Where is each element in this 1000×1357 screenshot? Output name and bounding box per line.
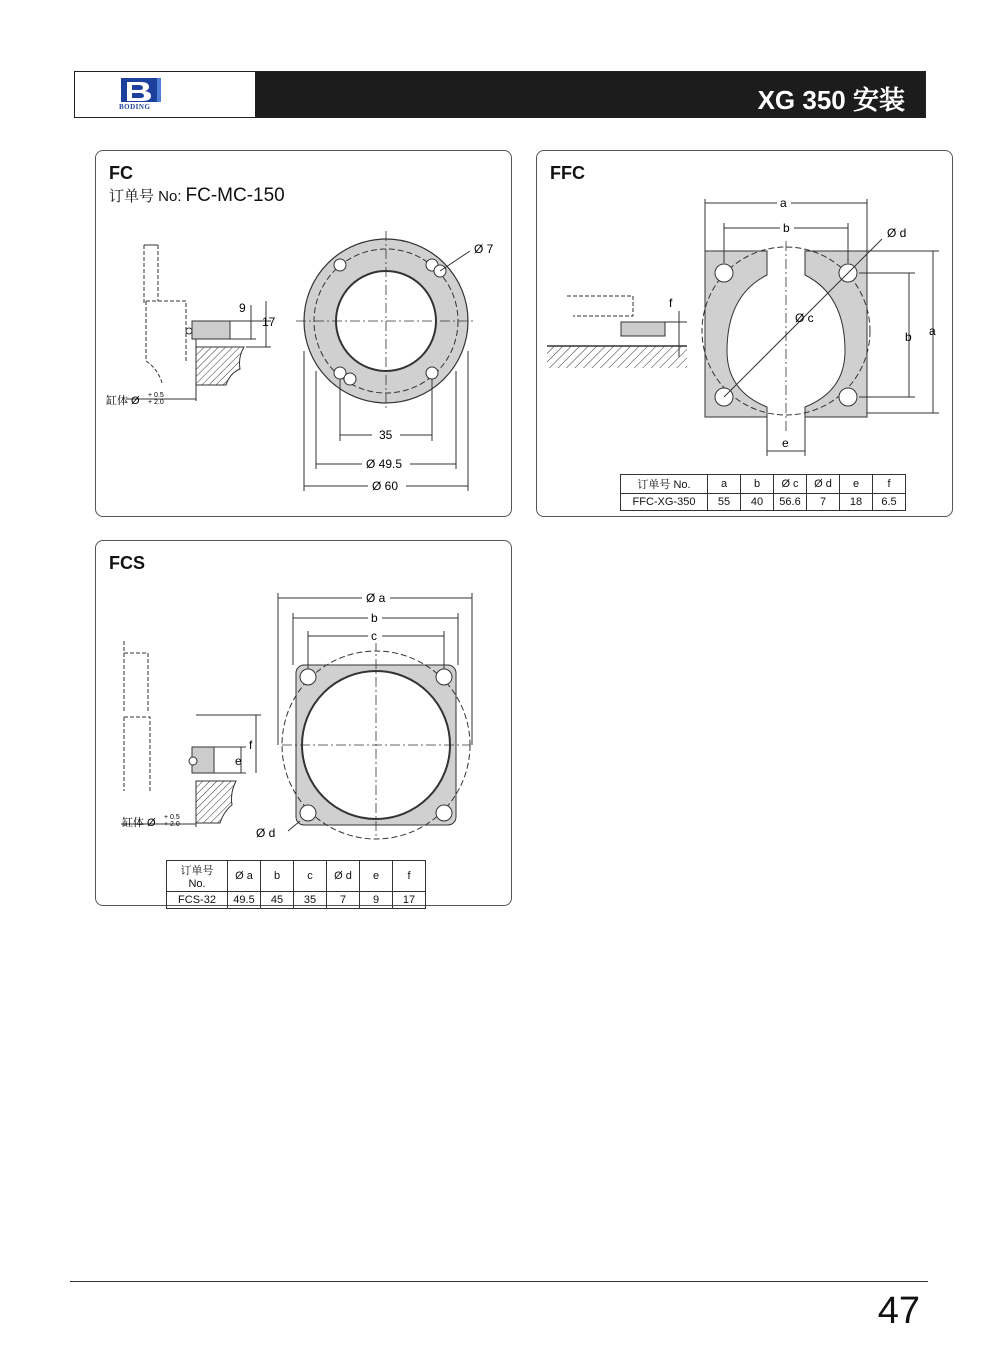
fcs-drawing — [96, 541, 510, 904]
ffc-front-view — [702, 239, 882, 431]
fc-side-view — [126, 245, 271, 401]
table-header-cell: e — [360, 861, 393, 892]
table-cell: 18 — [840, 494, 873, 511]
table-header-cell: a — [708, 475, 741, 494]
table-cell: FCS-32 — [167, 892, 228, 909]
ffc-dim-b-side: b — [905, 330, 912, 344]
table-row — [167, 892, 426, 909]
table-header-cell: b — [741, 475, 774, 494]
fc-bore-label: 缸体 Ø — [106, 395, 140, 407]
fc-dim-9: 9 — [239, 301, 246, 315]
table-cell: 7 — [807, 494, 840, 511]
fcs-spec-table — [166, 860, 426, 909]
fc-title: FC — [109, 163, 133, 183]
logo — [75, 72, 256, 117]
ffc-side-view — [547, 296, 687, 368]
footer-rule — [70, 1281, 928, 1282]
table-header-row — [167, 861, 426, 892]
fc-dim-35: 35 — [379, 428, 393, 442]
fcs-dim-e: e — [235, 754, 242, 768]
ffc-dim-a-top: a — [780, 196, 787, 210]
table-header-cell: f — [393, 861, 426, 892]
fc-tol-up: + 0.5 — [148, 392, 164, 399]
table-header-cell: b — [261, 861, 294, 892]
table-cell: 7 — [327, 892, 360, 909]
fcs-front-view — [282, 641, 470, 839]
table-cell: 35 — [294, 892, 327, 909]
fc-order-label: 订单号 No: — [109, 188, 182, 205]
fc-dim-495: Ø 49.5 — [366, 457, 403, 471]
fc-dim-17: 17 — [262, 315, 276, 329]
fc-dim-60: Ø 60 — [372, 479, 399, 493]
logo-text: BODING — [119, 103, 151, 111]
title-bar — [255, 72, 925, 117]
table-cell: 56.6 — [774, 494, 807, 511]
fcs-dim-c: c — [371, 629, 377, 643]
table-cell: 40 — [741, 494, 774, 511]
fcs-tol-up: + 0.5 — [164, 814, 180, 821]
table-cell: 45 — [261, 892, 294, 909]
table-cell: 49.5 — [228, 892, 261, 909]
table-header-cell: Ø a — [228, 861, 261, 892]
fc-drawing — [96, 151, 510, 515]
ffc-dim-b-top: b — [783, 221, 790, 235]
table-header-cell: e — [840, 475, 873, 494]
table-row — [621, 494, 906, 511]
fc-front-view — [296, 231, 476, 411]
table-header-cell: f — [873, 475, 906, 494]
ffc-dim-f: f — [669, 296, 673, 310]
fc-panel — [95, 150, 512, 517]
fcs-dim-a: Ø a — [366, 591, 386, 605]
fcs-dim-d: Ø d — [256, 826, 276, 840]
table-header-cell: Ø d — [327, 861, 360, 892]
ffc-dim-a-side: a — [929, 324, 936, 338]
table-header-cell: Ø c — [774, 475, 807, 494]
fcs-dim-f: f — [249, 738, 253, 752]
ffc-drawing — [537, 151, 951, 515]
ffc-title: FFC — [550, 163, 585, 183]
fc-tol-low: + 2.0 — [148, 399, 164, 406]
page-header — [74, 71, 926, 118]
table-header-row — [621, 475, 906, 494]
fcs-panel — [95, 540, 512, 906]
table-cell: 17 — [393, 892, 426, 909]
ffc-dim-d: Ø d — [887, 226, 907, 240]
table-header-cell: 订单号 No. — [167, 861, 228, 892]
table-cell: 6.5 — [873, 494, 906, 511]
table-header-cell: Ø d — [807, 475, 840, 494]
table-header-cell: c — [294, 861, 327, 892]
fc-order-value: FC-MC-150 — [185, 185, 285, 206]
table-cell: 55 — [708, 494, 741, 511]
table-cell: 9 — [360, 892, 393, 909]
fcs-title: FCS — [109, 553, 145, 573]
fcs-bore-label: 缸体 Ø — [122, 817, 156, 829]
ffc-dim-e: e — [782, 436, 789, 450]
ffc-dim-c: Ø c — [795, 311, 814, 325]
table-header-cell: 订单号 No. — [621, 475, 708, 494]
fcs-side-view — [121, 641, 261, 827]
fcs-dim-b: b — [371, 611, 378, 625]
page-number: 47 — [877, 1290, 920, 1332]
ffc-spec-table — [620, 474, 906, 511]
fc-dim-hole: Ø 7 — [474, 242, 494, 256]
table-cell: FFC-XG-350 — [621, 494, 708, 511]
fcs-tol-low: + 2.0 — [164, 821, 180, 828]
page-title: XG 350 安装 — [757, 85, 905, 115]
ffc-panel — [536, 150, 953, 517]
